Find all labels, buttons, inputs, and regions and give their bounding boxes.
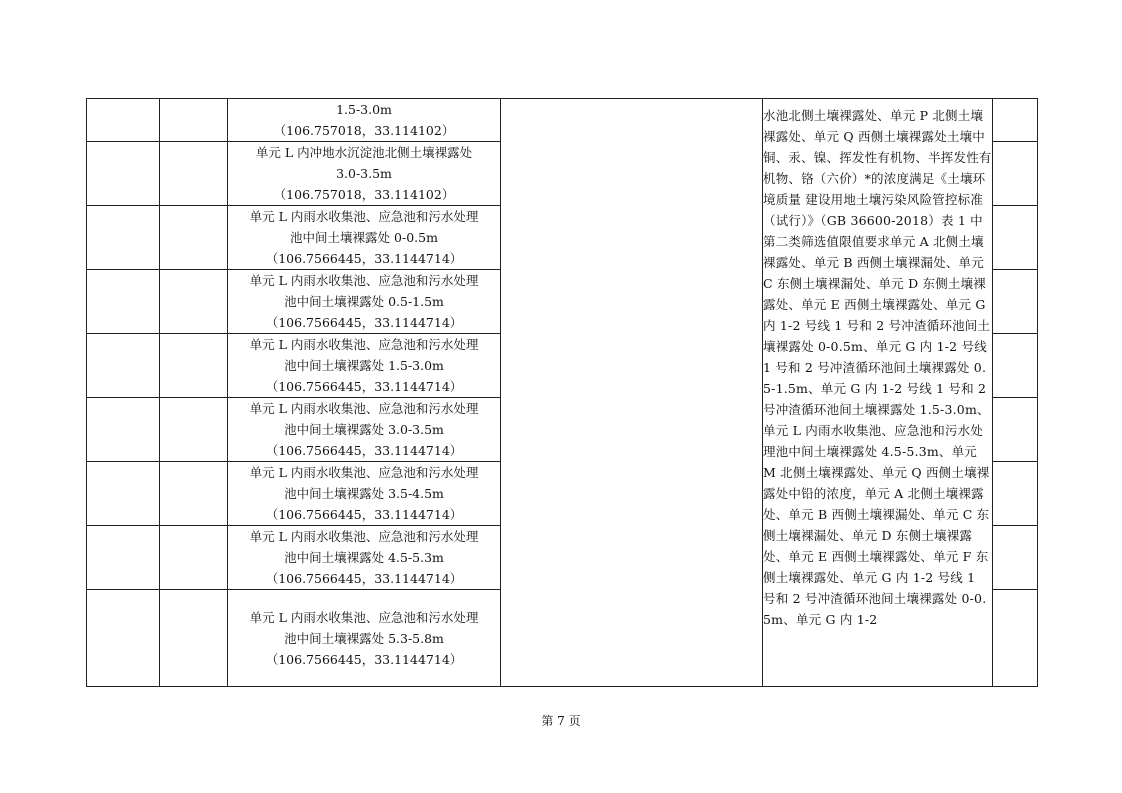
conclusion-text: 水池北侧土壤裸露处、单元 P 北侧土壤裸露处、单元 Q 西侧土壤裸露处土壤中铜、汞、镍、挥发性有机物、半挥发性有机物、铬（六价）*的浓度满足《土壤环境质量 建设用地土壤污染风险管控标准（试行）》（GB 36600-2018）表 1 中第二类筛选值限值要求单元 A 北侧土壤裸露处、单元 B 西侧土壤裸漏处、单元 C 东侧土壤裸漏处、单元 D 东侧土壤裸露处、单元 E 西侧土壤裸露处、单元 G 内 1-2 号线 1 号和 2 号冲渣循环池间土壤裸露处 0-0.5m、单元 G 内 1-2 号线 1 号和 2 号冲渣循环池间土壤裸露处 0.5-1.5m、单元 G 内 1-2 号线 1 号和 2 号冲渣循环池间土壤裸露处 1.5-3.0m、单元 L 内雨水收集池、应急池和污水处理池中间土壤裸露处 4.5-5.3m、单元 M 北侧土壤裸露处、单元 Q 西侧土壤裸露处中铅的浓度，单元 A 北侧土壤裸露处、单元 B 西侧土壤裸漏处、单元 C 东侧土壤裸漏处、单元 D 东侧土壤裸露处、单元 E 西侧土壤裸露处、单元 F 东侧土壤裸露处、单元 G 内 1-2 号线 1 号和 2 号冲渣循环池间土壤裸露处 0-0.5m、单元 G 内 1-2: [763, 107, 992, 627]
empty-cell: [993, 142, 1038, 206]
location-line: 单元 L 内雨水收集池、应急池和污水处理: [249, 465, 479, 480]
empty-cell: [993, 99, 1038, 142]
empty-cell: [160, 462, 228, 526]
location-line: 池中间土壤裸露处 0.5-1.5m: [284, 294, 444, 309]
empty-cell: [160, 334, 228, 398]
location-cell: [228, 334, 501, 398]
location-line: 单元 L 内雨水收集池、应急池和污水处理: [249, 401, 479, 416]
location-line: 3.0-3.5m: [336, 166, 392, 181]
conclusion-cell: [763, 99, 993, 687]
location-line: 单元 L 内雨水收集池、应急池和污水处理: [249, 337, 479, 352]
empty-cell: [160, 206, 228, 270]
location-line: （106.757018，33.114102）: [273, 187, 455, 202]
page-footer: 第 7 页: [541, 714, 581, 728]
location-line: 池中间土壤裸露处 3.5-4.5m: [284, 486, 444, 501]
location-line: 单元 L 内雨水收集池、应急池和污水处理: [249, 273, 479, 288]
empty-cell: [87, 398, 160, 462]
empty-cell: [160, 398, 228, 462]
location-line: 池中间土壤裸露处 4.5-5.3m: [284, 550, 444, 565]
empty-cell: [993, 462, 1038, 526]
empty-cell: [160, 270, 228, 334]
empty-cell: [993, 526, 1038, 590]
location-line: （106.7566445，33.1144714）: [265, 251, 463, 266]
empty-cell: [993, 398, 1038, 462]
location-line: （106.7566445，33.1144714）: [265, 571, 463, 586]
empty-cell: [87, 334, 160, 398]
empty-cell: [87, 462, 160, 526]
location-line: 单元 L 内雨水收集池、应急池和污水处理: [249, 529, 479, 544]
location-line: 池中间土壤裸露处 3.0-3.5m: [284, 422, 444, 437]
location-line: 池中间土壤裸露处 0-0.5m: [290, 230, 438, 245]
location-line: 单元 L 内冲地水沉淀池北侧土壤裸露处: [255, 145, 473, 160]
location-cell: [228, 526, 501, 590]
location-cell: [228, 270, 501, 334]
empty-cell: [87, 206, 160, 270]
empty-cell: [87, 526, 160, 590]
location-line: 池中间土壤裸露处 1.5-3.0m: [284, 358, 444, 373]
empty-cell: [87, 99, 160, 142]
empty-cell: [993, 334, 1038, 398]
location-line: 单元 L 内雨水收集池、应急池和污水处理: [249, 609, 479, 625]
empty-cell: [87, 142, 160, 206]
empty-cell: [160, 590, 228, 687]
location-cell: [228, 462, 501, 526]
location-line: （106.7566445，33.1144714）: [265, 315, 463, 330]
empty-cell: [87, 270, 160, 334]
location-line: （106.7566445，33.1144714）: [265, 379, 463, 394]
location-cell: [228, 590, 501, 687]
empty-merged-cell: [501, 99, 763, 687]
location-cell: [228, 206, 501, 270]
table-row: [87, 99, 1038, 142]
location-cell: [228, 142, 501, 206]
location-cell: [228, 398, 501, 462]
location-line: 池中间土壤裸露处 5.3-5.8m: [284, 630, 444, 646]
location-cell: [228, 99, 501, 142]
empty-cell: [160, 142, 228, 206]
data-table: [86, 98, 1038, 687]
location-line: （106.757018，33.114102）: [273, 123, 455, 138]
empty-cell: [993, 590, 1038, 687]
location-line: 单元 L 内雨水收集池、应急池和污水处理: [249, 209, 479, 224]
empty-cell: [993, 206, 1038, 270]
location-line: （106.7566445，33.1144714）: [265, 651, 463, 667]
location-line: （106.7566445，33.1144714）: [265, 443, 463, 458]
empty-cell: [87, 590, 160, 687]
location-line: 1.5-3.0m: [336, 102, 392, 117]
location-line: （106.7566445，33.1144714）: [265, 507, 463, 522]
empty-cell: [160, 99, 228, 142]
empty-cell: [993, 270, 1038, 334]
table-body: [87, 99, 1038, 687]
empty-cell: [160, 526, 228, 590]
